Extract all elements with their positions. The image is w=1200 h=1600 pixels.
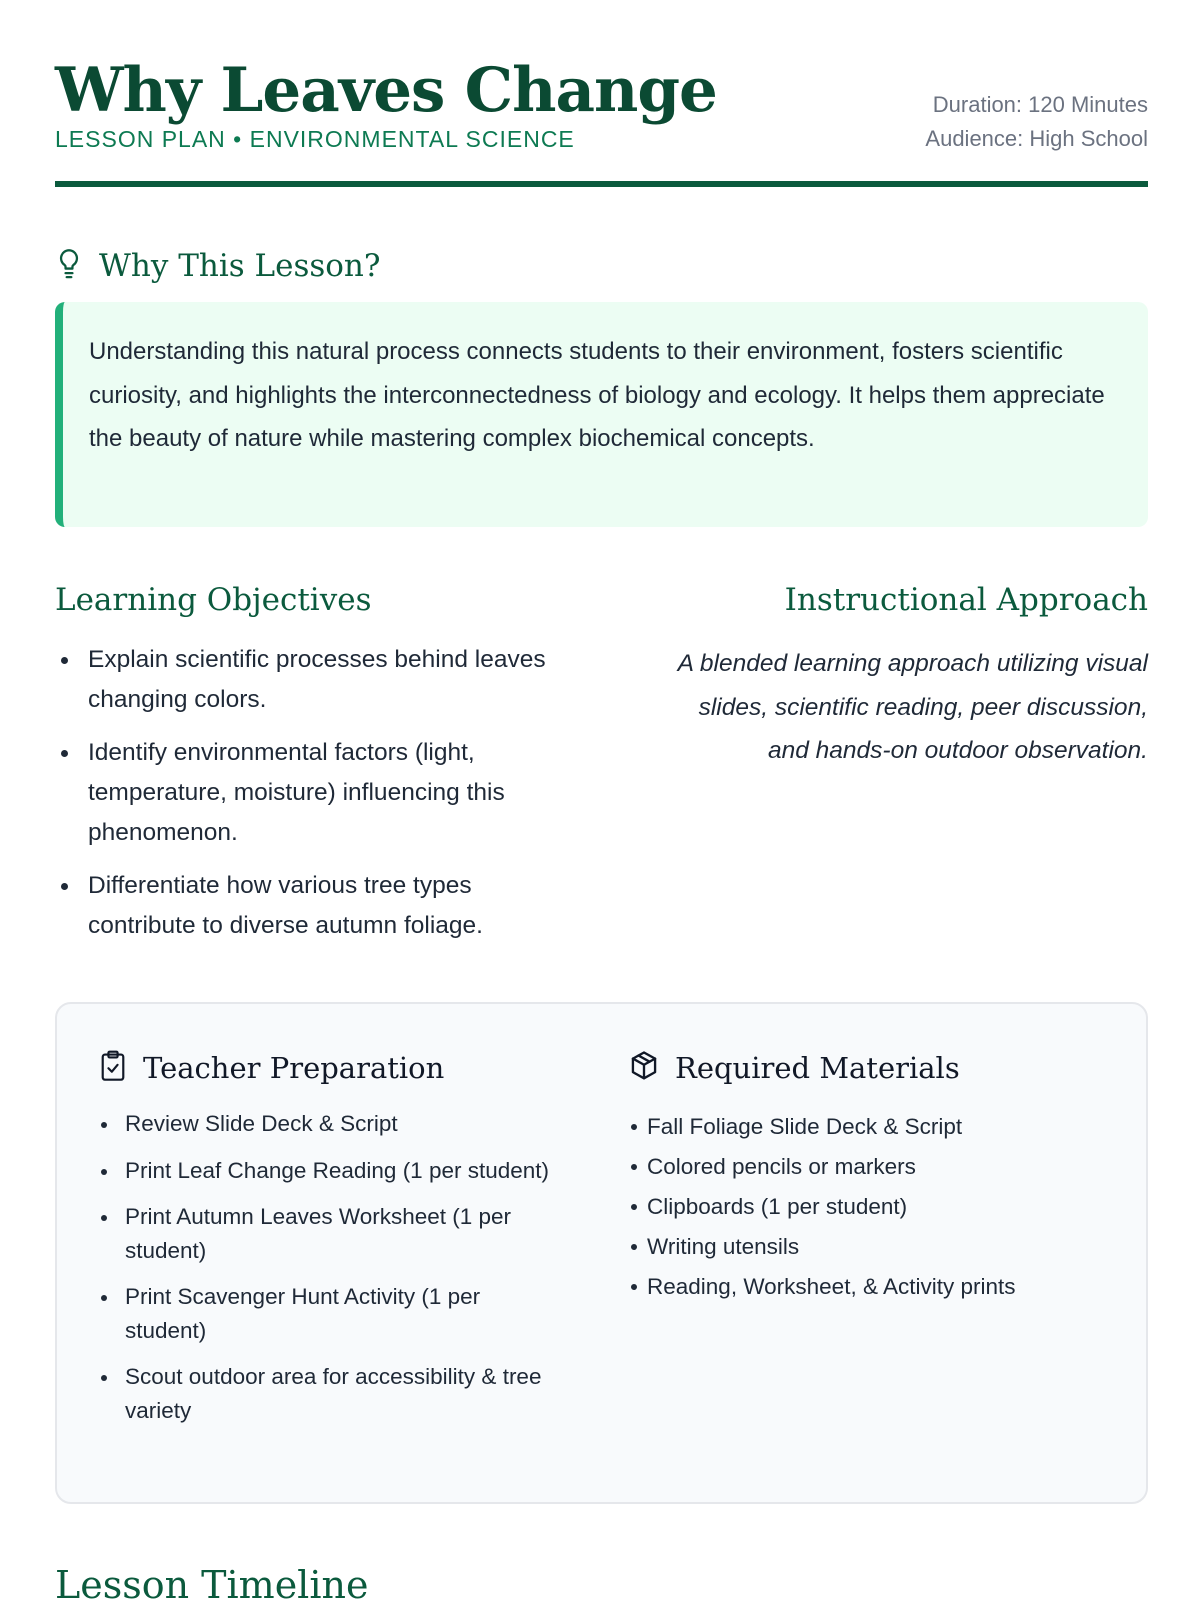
- clipboard-check-icon: [99, 1050, 143, 1087]
- why-lesson-callout: Understanding this natural process connects students to their environment, fosters scientific curiosity, and highlights the interconnectedness of biology and ecology. It helps them appreciate the beauty of nature while mastering complex biochemical concepts.: [55, 302, 1148, 527]
- required-materials-heading: [629, 1046, 1099, 1090]
- materials-list: [629, 1107, 1099, 1307]
- preparation-list: [99, 1107, 559, 1427]
- required-materials-section: [629, 1046, 1099, 1307]
- preparation-materials-panel: [55, 1002, 1148, 1504]
- lightbulb-icon: [55, 248, 99, 285]
- objective-item: Differentiate how various tree types contribute to diverse autumn foliage.: [55, 866, 575, 946]
- preparation-item: Print Leaf Change Reading (1 per student): [99, 1154, 559, 1188]
- teacher-preparation-heading: [99, 1046, 559, 1090]
- preparation-item: Review Slide Deck & Script: [99, 1107, 559, 1141]
- objective-item: Explain scientific processes behind leaves changing colors.: [55, 640, 575, 720]
- teacher-preparation-section: [99, 1046, 559, 1440]
- material-item: Writing utensils: [629, 1227, 1099, 1267]
- audience-text: Audience: High School: [925, 126, 1148, 151]
- material-item: Reading, Worksheet, & Activity prints: [629, 1267, 1099, 1307]
- material-item: Clipboards (1 per student): [629, 1187, 1099, 1227]
- objective-item: Identify environmental factors (light, temperature, moisture) influencing this phenomenon.: [55, 733, 575, 853]
- duration-text: Duration: 120 Minutes: [932, 92, 1148, 117]
- why-lesson-title: Why This Lesson?: [99, 248, 381, 284]
- objectives-heading: Learning Objectives: [55, 582, 372, 618]
- objectives-list: [55, 640, 575, 959]
- teacher-preparation-title: Teacher Preparation: [143, 1051, 445, 1085]
- document-header: [55, 55, 1148, 187]
- lesson-meta: [925, 88, 1148, 156]
- approach-text: A blended learning approach utilizing visual slides, scientific reading, peer discussion, and hands-on outdoor observation.: [677, 650, 1148, 764]
- material-item: Colored pencils or markers: [629, 1147, 1099, 1187]
- lesson-timeline-heading: Lesson Timeline: [55, 1563, 369, 1600]
- why-lesson-heading: [55, 243, 381, 289]
- preparation-item: Print Autumn Leaves Worksheet (1 per student): [99, 1200, 559, 1267]
- page-subtitle: LESSON PLAN • ENVIRONMENTAL SCIENCE: [55, 126, 575, 152]
- approach-heading: Instructional Approach: [784, 582, 1148, 618]
- preparation-item: Scout outdoor area for accessibility & tree variety: [99, 1360, 559, 1427]
- lesson-plan-page: [55, 0, 1148, 1600]
- material-item: Fall Foliage Slide Deck & Script: [629, 1107, 1099, 1147]
- preparation-item: Print Scavenger Hunt Activity (1 per student): [99, 1280, 559, 1347]
- package-icon: [629, 1050, 675, 1087]
- page-title: Why Leaves Change: [55, 55, 717, 126]
- required-materials-title: Required Materials: [675, 1051, 960, 1085]
